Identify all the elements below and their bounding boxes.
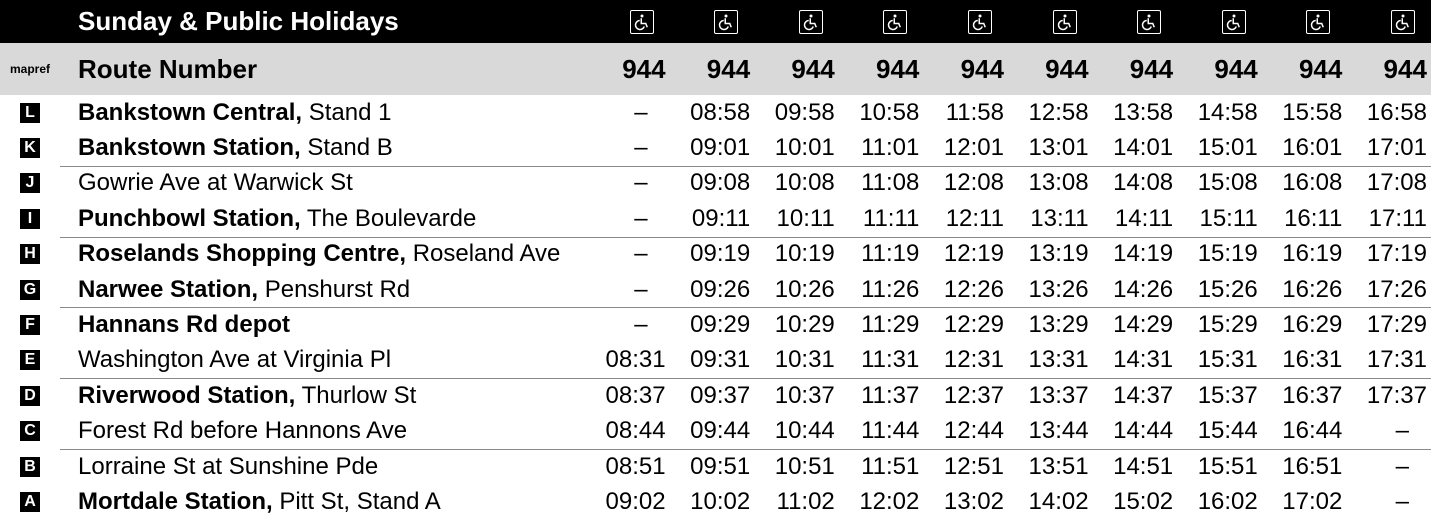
- row-separator: [60, 307, 1431, 308]
- departure-time: 12:44: [943, 417, 1004, 445]
- wheelchair-accessible-icon: [1137, 10, 1161, 34]
- stop-name-primary: Riverwood Station,: [78, 381, 296, 409]
- departure-time: –: [634, 134, 648, 162]
- stop-name-detail: Pitt St, Stand A: [272, 488, 441, 516]
- departure-time: 09:26: [690, 275, 751, 303]
- stop-name-detail: Penshurst Rd: [258, 275, 411, 303]
- wheelchair-cell: [585, 10, 670, 34]
- stop-name: [60, 169, 585, 197]
- departure-time: 10:19: [774, 240, 835, 268]
- departure-time: 15:29: [1197, 311, 1258, 339]
- departure-time: 12:31: [943, 346, 1004, 374]
- departure-time: 13:08: [1028, 169, 1089, 197]
- departure-time: 14:44: [1113, 417, 1174, 445]
- departure-time: 11:08: [861, 169, 920, 197]
- departure-time: 14:58: [1197, 98, 1258, 126]
- map-ref-badge: H: [20, 244, 40, 264]
- departure-time: 14:01: [1113, 134, 1174, 162]
- departure-time: 12:51: [943, 452, 1004, 480]
- departure-time: 11:11: [862, 204, 920, 232]
- route-number: 944: [960, 53, 1004, 84]
- route-number: 944: [875, 53, 920, 84]
- departure-time: –: [634, 204, 648, 232]
- stop-name-primary: Narwee Station,: [78, 275, 259, 303]
- map-ref-badge: A: [20, 492, 40, 512]
- departure-time: 17:31: [1366, 346, 1427, 374]
- stop-row: [0, 414, 1431, 449]
- departure-time: 10:44: [774, 417, 835, 445]
- departure-time: 11:26: [861, 275, 920, 303]
- departure-time: 16:19: [1282, 240, 1343, 268]
- departure-time: 12:11: [945, 204, 1004, 232]
- route-number: 944: [1383, 53, 1427, 84]
- stop-name-primary: Hannans Rd depot: [78, 311, 291, 339]
- departure-time: –: [634, 311, 648, 339]
- departure-time: –: [1395, 417, 1409, 445]
- departure-time: 13:26: [1028, 275, 1089, 303]
- stop-name-detail: Thurlow St: [295, 381, 417, 409]
- stop-name-detail: Washington Ave at Virginia Pl: [78, 346, 392, 374]
- wheelchair-cell: [923, 10, 1008, 34]
- departure-time: 13:29: [1028, 311, 1089, 339]
- stop-row: [0, 237, 1431, 272]
- departure-time: 10:29: [774, 311, 835, 339]
- departure-time: 17:11: [1368, 204, 1427, 232]
- departure-time: 08:44: [605, 417, 666, 445]
- departure-time: 12:02: [859, 488, 920, 516]
- stop-row: [0, 378, 1431, 413]
- departure-time: 10:02: [690, 488, 751, 516]
- wheelchair-accessible-icon: [714, 10, 738, 34]
- row-separator: [60, 378, 1431, 379]
- wheelchair-accessible-icon: [1306, 10, 1330, 34]
- row-separator: [60, 166, 1431, 167]
- departure-time: 15:01: [1197, 134, 1258, 162]
- map-ref-badge: D: [20, 386, 40, 406]
- departure-time: 11:37: [861, 381, 920, 409]
- departure-time: 13:37: [1028, 381, 1089, 409]
- departure-time: 17:26: [1366, 275, 1427, 303]
- departure-time: 15:08: [1197, 169, 1258, 197]
- stop-name: [60, 240, 585, 268]
- stop-name: [60, 488, 585, 516]
- departure-time: 13:01: [1028, 134, 1089, 162]
- map-ref-badge: L: [20, 103, 40, 123]
- departure-time: 10:01: [774, 134, 835, 162]
- stop-row: [0, 95, 1431, 130]
- departure-time: 15:44: [1197, 417, 1258, 445]
- map-ref-badge: G: [20, 280, 40, 300]
- departure-time: –: [1395, 452, 1409, 480]
- departure-time: 13:51: [1028, 452, 1089, 480]
- route-number: 944: [1129, 53, 1174, 84]
- map-ref-badge: I: [20, 209, 40, 229]
- departure-time: 14:02: [1028, 488, 1089, 516]
- departure-time: 14:37: [1113, 381, 1174, 409]
- stop-name-primary: Bankstown Central,: [78, 98, 303, 126]
- stop-name: [60, 99, 585, 127]
- departure-time: 15:58: [1282, 98, 1343, 126]
- departure-time: 12:37: [943, 381, 1004, 409]
- stop-name-detail: Roseland Ave: [406, 240, 561, 268]
- route-number: 944: [1045, 53, 1089, 84]
- map-ref-badge: C: [20, 421, 40, 441]
- departure-time: 08:31: [605, 346, 666, 374]
- stop-name: [60, 417, 585, 445]
- stop-name-detail: Lorraine St at Sunshine Pde: [78, 452, 379, 480]
- departure-time: 15:11: [1199, 204, 1258, 232]
- departure-time: 13:58: [1113, 98, 1174, 126]
- departure-time: 16:37: [1282, 381, 1343, 409]
- route-number: 944: [791, 53, 835, 84]
- departure-time: 13:44: [1028, 417, 1089, 445]
- wheelchair-cell: [754, 10, 839, 34]
- departure-time: 09:19: [690, 240, 751, 268]
- departure-time: 13:31: [1028, 346, 1089, 374]
- wheelchair-cell: [1262, 10, 1347, 34]
- wheelchair-accessible-icon: [1053, 10, 1077, 34]
- departure-time: 11:58: [945, 98, 1004, 126]
- wheelchair-cell: [839, 10, 924, 34]
- map-ref-label: map ref: [9, 62, 51, 76]
- departure-time: 09:51: [690, 452, 751, 480]
- departure-time: 16:29: [1282, 311, 1343, 339]
- departure-time: 09:11: [691, 204, 751, 232]
- departure-time: 16:31: [1282, 346, 1343, 374]
- departure-time: –: [634, 98, 648, 126]
- departure-time: 17:08: [1366, 169, 1427, 197]
- map-ref-badge: E: [20, 350, 40, 370]
- departure-time: 15:31: [1197, 346, 1258, 374]
- stop-row: [0, 484, 1431, 519]
- departure-time: 11:19: [861, 240, 920, 268]
- departure-time: 15:37: [1197, 381, 1258, 409]
- departure-time: 09:01: [690, 134, 751, 162]
- departure-time: 09:02: [605, 488, 666, 516]
- wheelchair-accessible-icon: [968, 10, 992, 34]
- departure-time: 14:29: [1113, 311, 1174, 339]
- departure-time: 11:02: [776, 488, 835, 516]
- departure-time: 13:02: [943, 488, 1004, 516]
- departure-time: 17:29: [1366, 311, 1427, 339]
- stop-name: [60, 311, 585, 339]
- departure-time: 11:44: [861, 417, 920, 445]
- stop-row: [0, 449, 1431, 484]
- map-ref-badge: B: [20, 457, 40, 477]
- departure-time: 08:58: [690, 98, 751, 126]
- departure-time: 10:08: [774, 169, 835, 197]
- departure-time: 13:11: [1030, 204, 1089, 232]
- route-label: Route Number: [78, 53, 258, 84]
- stop-row: [0, 343, 1431, 378]
- stop-name-detail: Stand B: [300, 134, 393, 162]
- departure-time: 14:31: [1113, 346, 1174, 374]
- departure-time: 17:37: [1366, 381, 1427, 409]
- stop-name: [60, 205, 585, 233]
- departure-time: 11:31: [861, 346, 920, 374]
- departure-time: –: [634, 275, 648, 303]
- departure-time: 08:37: [605, 381, 666, 409]
- map-ref-badge: J: [20, 173, 40, 193]
- stop-name-detail: Gowrie Ave at Warwick St: [78, 169, 353, 197]
- wheelchair-cell: [1093, 10, 1178, 34]
- departure-time: 11:51: [861, 452, 920, 480]
- departure-time: –: [1395, 488, 1409, 516]
- departure-time: 09:37: [690, 381, 751, 409]
- departure-time: 16:01: [1282, 134, 1343, 162]
- departure-time: 12:29: [943, 311, 1004, 339]
- row-separator: [60, 237, 1431, 238]
- departure-time: 16:11: [1284, 204, 1343, 232]
- departure-time: 15:19: [1197, 240, 1258, 268]
- wheelchair-cell: [1008, 10, 1093, 34]
- stop-name-primary: Roselands Shopping Centre,: [78, 240, 407, 268]
- departure-time: 16:26: [1282, 275, 1343, 303]
- departure-time: 16:44: [1282, 417, 1343, 445]
- map-ref-badge: K: [20, 138, 40, 158]
- wheelchair-cell: [1177, 10, 1262, 34]
- departure-time: 17:19: [1366, 240, 1427, 268]
- departure-time: 17:02: [1282, 488, 1343, 516]
- departure-time: 14:51: [1113, 452, 1174, 480]
- departure-time: 09:08: [690, 169, 751, 197]
- stop-name-detail: Forest Rd before Hannons Ave: [78, 417, 408, 445]
- wheelchair-accessible-icon: [799, 10, 823, 34]
- departure-time: 16:51: [1282, 452, 1343, 480]
- departure-time: 12:01: [943, 134, 1004, 162]
- departure-time: 09:29: [690, 311, 751, 339]
- departure-time: 16:08: [1282, 169, 1343, 197]
- departure-time: 12:19: [943, 240, 1004, 268]
- departure-time: 14:19: [1113, 240, 1174, 268]
- departure-time: 10:26: [774, 275, 835, 303]
- route-number: 944: [622, 53, 666, 84]
- day-label: Sunday & Public Holidays: [78, 6, 399, 36]
- wheelchair-cell: [1346, 10, 1431, 34]
- departure-time: 09:44: [690, 417, 751, 445]
- departure-time: –: [634, 240, 648, 268]
- departure-time: 11:29: [861, 311, 920, 339]
- wheelchair-accessible-icon: [630, 10, 654, 34]
- map-ref-badge: F: [20, 315, 40, 335]
- departure-time: 10:51: [774, 452, 835, 480]
- stop-name-detail: Stand 1: [302, 98, 392, 126]
- departure-time: 10:58: [859, 98, 920, 126]
- departure-time: –: [634, 169, 648, 197]
- departure-time: 16:02: [1197, 488, 1258, 516]
- route-header-row: [0, 43, 1431, 95]
- stop-row: [0, 130, 1431, 165]
- departure-time: 14:11: [1114, 204, 1174, 232]
- route-number: 944: [706, 53, 751, 84]
- wheelchair-accessible-icon: [883, 10, 907, 34]
- departure-time: 14:26: [1113, 275, 1174, 303]
- stop-name: [60, 382, 585, 410]
- departure-time: 10:31: [774, 346, 835, 374]
- route-number: 944: [1298, 53, 1343, 84]
- departure-time: 10:37: [774, 381, 835, 409]
- stop-name: [60, 453, 585, 481]
- departure-time: 17:01: [1366, 134, 1427, 162]
- stop-row: [0, 201, 1431, 236]
- stop-name: [60, 276, 585, 304]
- stop-row: [0, 272, 1431, 307]
- day-header-row: [0, 0, 1431, 43]
- departure-time: 11:01: [861, 134, 920, 162]
- stop-name-primary: Mortdale Station,: [78, 488, 273, 516]
- wheelchair-accessible-icon: [1391, 10, 1415, 34]
- stop-row: [0, 166, 1431, 201]
- route-number: 944: [1214, 53, 1258, 84]
- stop-name-primary: Bankstown Station,: [78, 134, 301, 162]
- stop-name-detail: The Boulevarde: [300, 204, 477, 232]
- departure-time: 12:26: [943, 275, 1004, 303]
- departure-time: 12:08: [943, 169, 1004, 197]
- departure-time: 15:51: [1197, 452, 1258, 480]
- departure-time: 16:58: [1366, 98, 1427, 126]
- departure-time: 13:19: [1028, 240, 1089, 268]
- departure-time: 09:31: [690, 346, 751, 374]
- wheelchair-accessible-icon: [1222, 10, 1246, 34]
- departure-time: 08:51: [605, 452, 666, 480]
- stop-name: [60, 134, 585, 162]
- departure-time: 15:26: [1197, 275, 1258, 303]
- stop-row: [0, 307, 1431, 342]
- stop-name: [60, 346, 585, 374]
- row-separator: [60, 449, 1431, 450]
- stop-name-primary: Punchbowl Station,: [78, 204, 301, 232]
- departure-time: 15:02: [1113, 488, 1174, 516]
- departure-time: 12:58: [1028, 98, 1089, 126]
- departure-time: 09:58: [774, 98, 835, 126]
- wheelchair-cell: [670, 10, 755, 34]
- departure-time: 10:11: [776, 204, 835, 232]
- departure-time: 14:08: [1113, 169, 1174, 197]
